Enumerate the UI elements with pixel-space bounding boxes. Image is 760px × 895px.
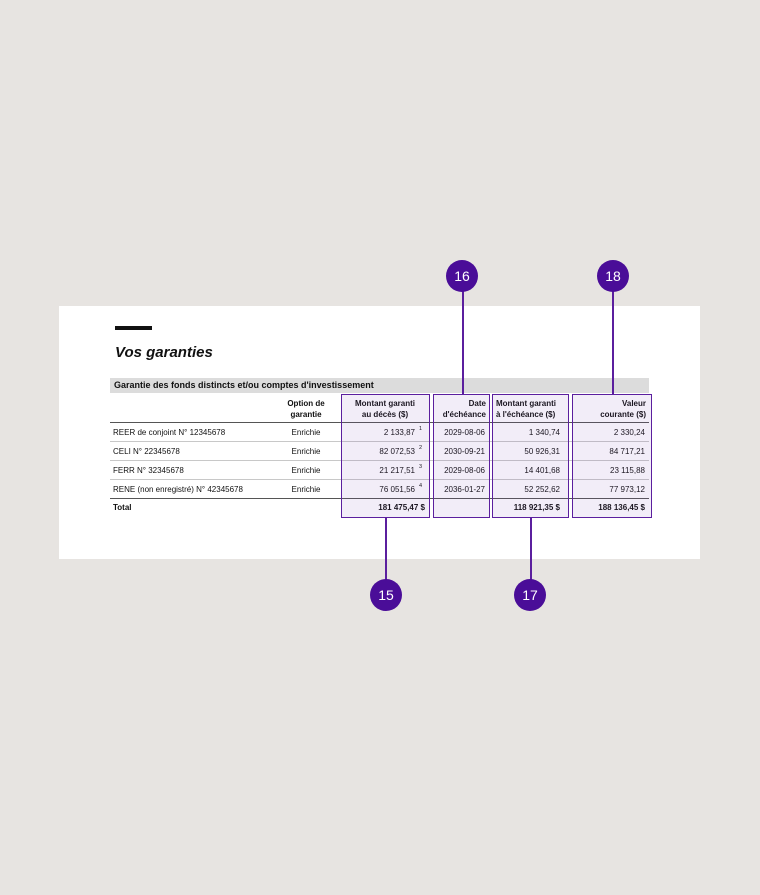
header-maturity-date-line1: Date	[468, 399, 486, 408]
highlight-current-value	[572, 394, 652, 518]
row4-death-guarantee: 76 051,56	[379, 485, 415, 494]
connector-17	[530, 518, 532, 580]
header-option	[280, 398, 332, 420]
header-maturity-date-line2: d'échéance	[442, 410, 486, 419]
callout-17: 17	[514, 579, 546, 611]
header-maturity-guarantee-line1: Montant garanti	[496, 399, 556, 408]
header-death-guarantee-line2: au décès ($)	[361, 410, 409, 419]
row2-current-value: 84 717,21	[609, 447, 645, 456]
callout-15: 15	[370, 579, 402, 611]
row3-option: Enrichie	[291, 466, 321, 475]
row4-maturity-guarantee: 52 252,62	[524, 485, 560, 494]
row4-option: Enrichie	[291, 485, 321, 494]
connector-15	[385, 518, 387, 580]
page-title: Vos garanties	[115, 344, 213, 361]
highlight-maturity-date	[433, 394, 490, 518]
connector-16	[462, 291, 464, 394]
row1-note-ref: 1	[419, 426, 423, 432]
row2-option: Enrichie	[291, 447, 321, 456]
row4-current-value: 77 973,12	[609, 485, 645, 494]
row1-account: REER de conjoint N° 12345678	[113, 428, 226, 437]
callout-16: 16	[446, 260, 478, 292]
total-label: Total	[113, 503, 132, 512]
connector-18	[612, 291, 614, 394]
highlight-maturity-guarantee	[492, 394, 569, 518]
row3-maturity-date: 2029-08-06	[444, 466, 485, 475]
section-title: Garantie des fonds distincts et/ou comptes d'investissement	[114, 380, 374, 390]
row2-death-guarantee: 82 072,53	[379, 447, 415, 456]
header-current-value-line2: courante ($)	[600, 410, 646, 419]
row1-death-guarantee: 2 133,87	[383, 428, 415, 437]
row1-maturity-guarantee: 1 340,74	[528, 428, 560, 437]
total-death-guarantee: 181 475,47 $	[378, 503, 425, 512]
row3-account: FERR N° 32345678	[113, 466, 184, 475]
row3-maturity-guarantee: 14 401,68	[524, 466, 560, 475]
row3-death-guarantee: 21 217,51	[379, 466, 415, 475]
title-rule	[115, 326, 152, 330]
header-option-line1: Option de	[287, 399, 325, 408]
header-current-value-line1: Valeur	[621, 399, 646, 408]
row2-maturity-date: 2030-09-21	[444, 447, 485, 456]
row4-note-ref: 4	[419, 483, 423, 489]
header-maturity-guarantee-line2: à l'échéance ($)	[496, 410, 556, 419]
callout-18: 18	[597, 260, 629, 292]
total-maturity-guarantee: 118 921,35 $	[513, 503, 560, 512]
header-option-line2: garantie	[290, 410, 322, 419]
highlight-death-guarantee	[341, 394, 430, 518]
row1-option: Enrichie	[291, 428, 321, 437]
row3-current-value: 23 115,88	[610, 466, 645, 475]
header-death-guarantee-line1: Montant garanti	[355, 399, 415, 408]
row1-current-value: 2 330,24	[613, 428, 645, 437]
row2-account: CELI N° 22345678	[113, 447, 180, 456]
row1-maturity-date: 2029-08-06	[444, 428, 485, 437]
total-current-value: 188 136,45 $	[598, 503, 645, 512]
row2-maturity-guarantee: 50 926,31	[524, 447, 560, 456]
row4-account: RENE (non enregistré) N° 42345678	[113, 485, 243, 494]
row3-note-ref: 3	[419, 464, 423, 470]
row2-note-ref: 2	[419, 445, 423, 451]
row4-maturity-date: 2036-01-27	[444, 485, 485, 494]
